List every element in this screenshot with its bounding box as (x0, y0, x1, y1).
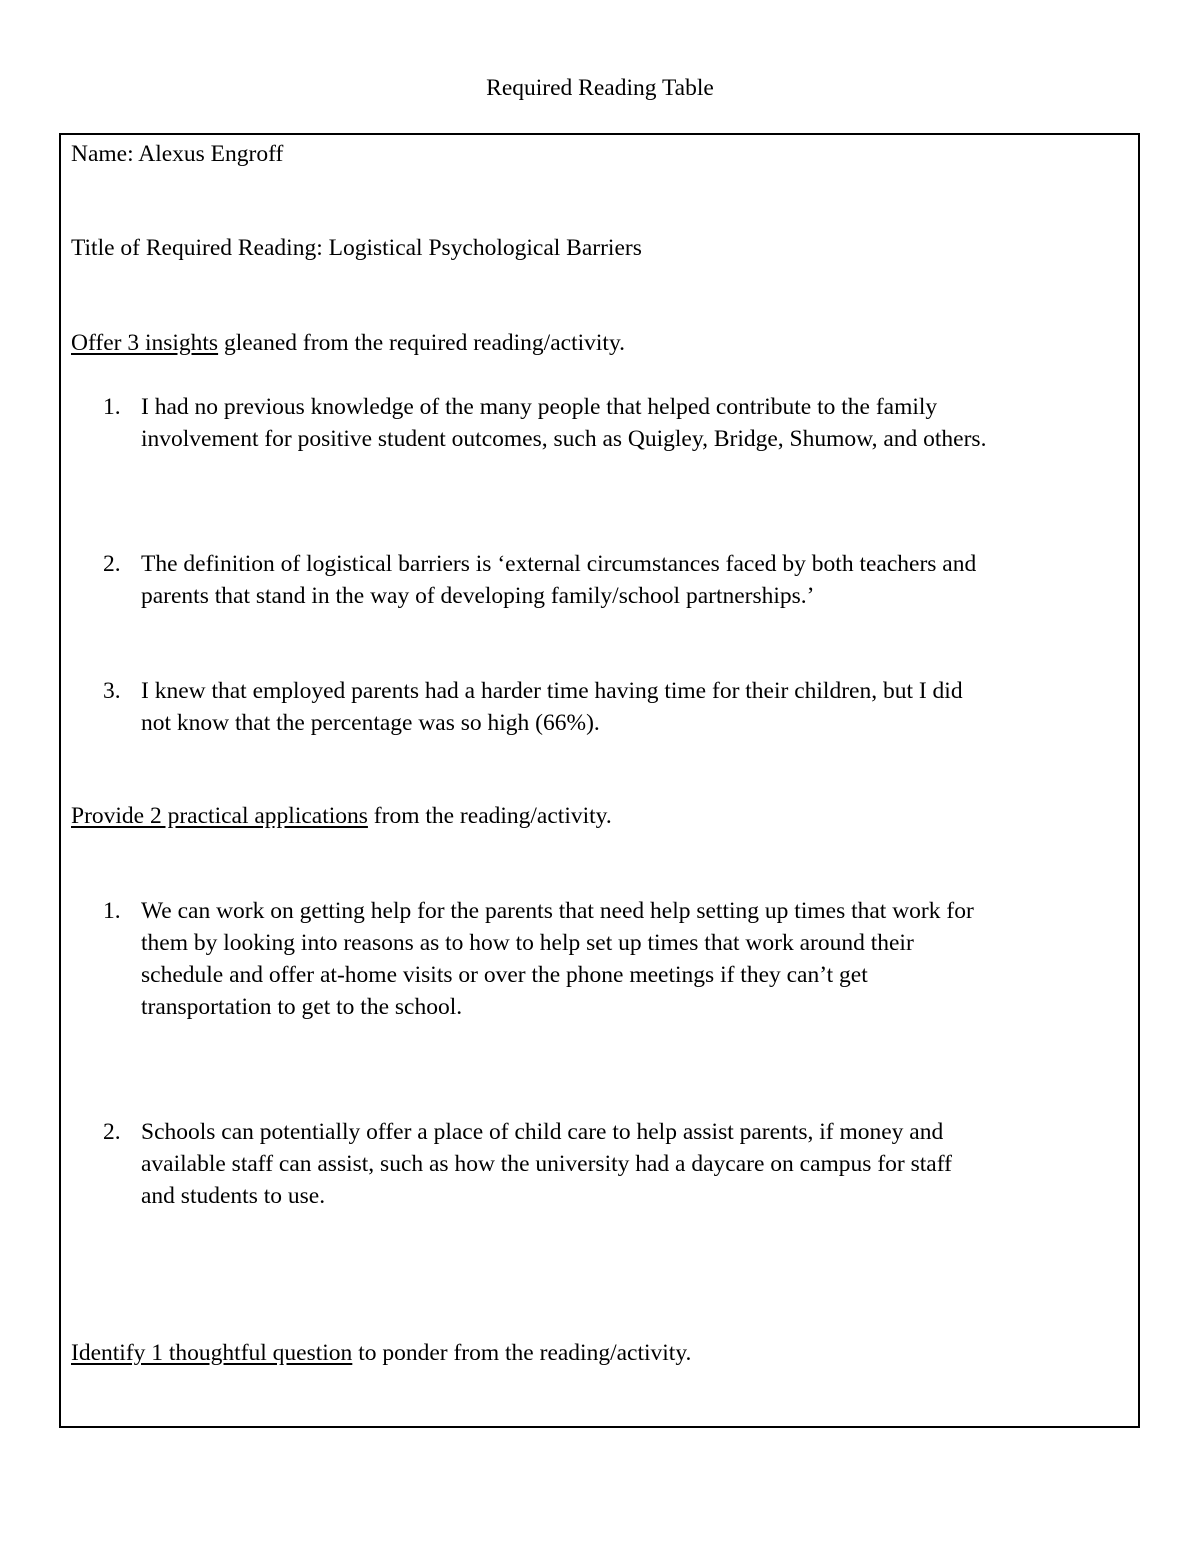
insight-1-line-2: involvement for positive student outcomes, such as Quigley, Bridge, Shumow, and others. (141, 426, 987, 452)
insight-1-number: 1. (103, 394, 121, 420)
insight-2 (141, 548, 1136, 612)
insights-prompt-rest: gleaned from the required reading/activity. (218, 330, 626, 356)
name-line: Name: Alexus Engroff (71, 141, 284, 167)
insight-3-line-1: I knew that employed parents had a harder time having time for their children, but I did (141, 678, 963, 704)
application-1-line-4: transportation to get to the school. (141, 994, 463, 1020)
applications-prompt-rest: from the reading/activity. (367, 803, 612, 829)
insight-2-number: 2. (103, 551, 121, 577)
application-2-line-2: available staff can assist, such as how the university had a daycare on campus for staff (141, 1151, 952, 1177)
document-title: Required Reading Table (486, 75, 714, 101)
insight-3 (141, 675, 1136, 739)
applications-prompt (71, 800, 612, 832)
application-1 (141, 895, 1136, 1023)
question-prompt-underlined: Identify 1 thoughtful question (71, 1340, 353, 1366)
application-1-line-1: We can work on getting help for the parents that need help setting up times that work for (141, 898, 974, 924)
application-2-line-1: Schools can potentially offer a place of child care to help assist parents, if money and (141, 1119, 944, 1145)
reading-title-line: Title of Required Reading: Logistical Psychological Barriers (71, 235, 642, 261)
application-1-line-2: them by looking into reasons as to how to help set up times that work around their (141, 930, 914, 956)
question-prompt-rest: to ponder from the reading/activity. (352, 1340, 692, 1366)
application-1-line-3: schedule and offer at-home visits or over the phone meetings if they can’t get (141, 962, 868, 988)
application-1-number: 1. (103, 898, 121, 924)
application-2 (141, 1116, 1136, 1212)
insight-2-line-2: parents that stand in the way of developing family/school partnerships.’ (141, 583, 815, 609)
insights-prompt (71, 327, 625, 359)
insight-3-line-2: not know that the percentage was so high (66%). (141, 710, 600, 736)
application-2-line-3: and students to use. (141, 1183, 326, 1209)
question-prompt (71, 1337, 691, 1369)
insights-prompt-underlined: Offer 3 insights (71, 330, 219, 356)
applications-prompt-underlined: Provide 2 practical applications (71, 803, 368, 829)
insight-3-number: 3. (103, 678, 121, 704)
insight-1 (141, 391, 1136, 455)
application-2-number: 2. (103, 1119, 121, 1145)
insight-2-line-1: The definition of logistical barriers is ‘external circumstances faced by both teachers and (141, 551, 977, 577)
insight-1-line-1: I had no previous knowledge of the many people that helped contribute to the family (141, 394, 938, 420)
